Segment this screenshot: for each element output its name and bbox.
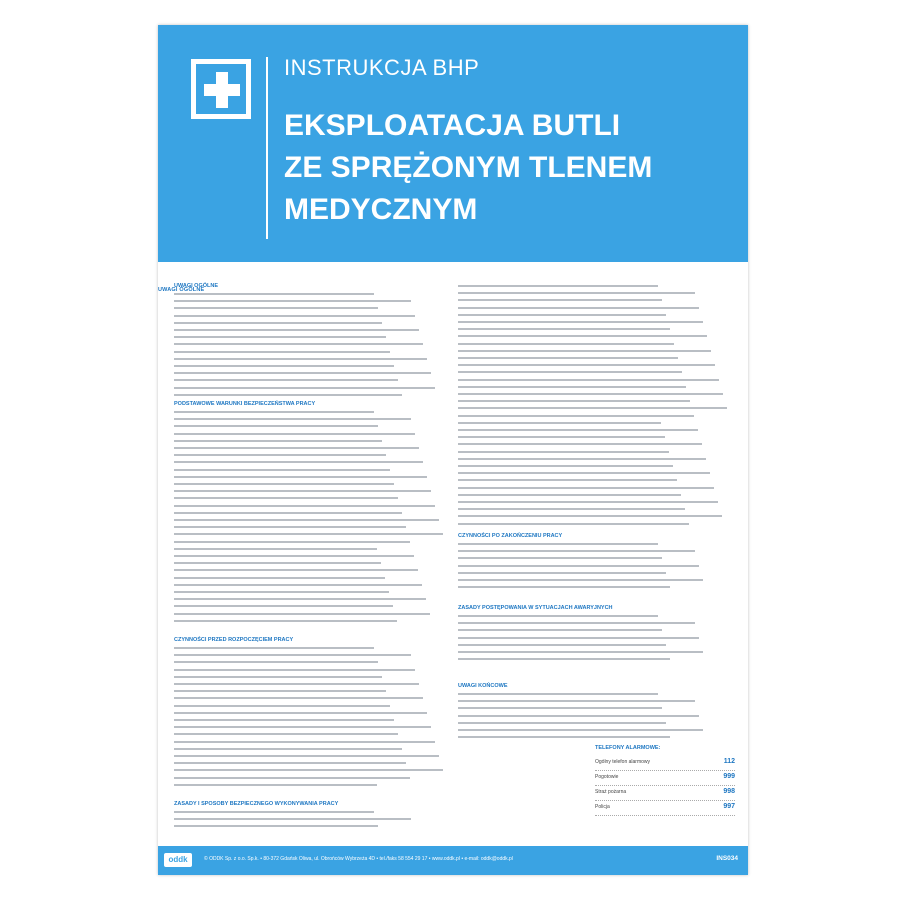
text-line [458, 658, 670, 660]
text-line [174, 784, 377, 786]
text-line [458, 350, 711, 352]
text-line [458, 307, 699, 309]
text-line [174, 741, 435, 743]
text-line [174, 533, 443, 535]
text-line [458, 494, 681, 496]
text-line [458, 729, 703, 731]
text-line [458, 400, 690, 402]
text-line [458, 637, 699, 639]
text-line [458, 644, 666, 646]
text-line [174, 647, 374, 649]
text-line [458, 736, 670, 738]
text-line [174, 461, 423, 463]
text-line [458, 651, 703, 653]
text-line [458, 501, 718, 503]
text-line [174, 577, 385, 579]
text-line [458, 429, 698, 431]
text-line [174, 365, 394, 367]
text-line [458, 357, 678, 359]
text-line [174, 591, 389, 593]
text-line [174, 512, 402, 514]
text-line [174, 440, 382, 442]
text-line [174, 387, 435, 389]
section-heading: UWAGI OGÓLNE [174, 283, 218, 289]
text-line [174, 469, 390, 471]
text-line [174, 454, 386, 456]
text-line [174, 762, 406, 764]
text-line [458, 328, 670, 330]
text-line [174, 497, 398, 499]
text-line [174, 447, 419, 449]
text-line [174, 705, 390, 707]
title-line: MEDYCZNYM [284, 193, 478, 226]
text-line [458, 543, 658, 545]
text-line [458, 615, 658, 617]
text-line [174, 777, 410, 779]
title-line: EKSPLOATACJA BUTLI [284, 109, 621, 142]
text-line [458, 693, 658, 695]
section-heading: UWAGI OGÓLNE [158, 287, 205, 293]
text-line [458, 622, 695, 624]
text-line [458, 285, 658, 287]
footer-contact: © ODDK Sp. z o.o. Sp.k. • 80-372 Gdańsk Oliwa, ul. Obrońców Wybrzeża 4D • tel./faks 58 554 29 17 • www.oddk.pl • e-mail: oddk@oddk.pl [204, 856, 513, 862]
text-line [458, 386, 686, 388]
text-line [174, 343, 423, 345]
text-line [458, 422, 661, 424]
text-line [174, 620, 397, 622]
first-aid-cross-icon [191, 59, 251, 119]
text-line [174, 605, 393, 607]
text-line [458, 436, 665, 438]
text-line [174, 690, 386, 692]
text-line [174, 329, 419, 331]
phone-row [595, 771, 735, 786]
text-line [174, 748, 402, 750]
text-line [458, 579, 703, 581]
text-line [458, 451, 669, 453]
text-line [174, 358, 427, 360]
text-line [174, 818, 411, 820]
text-line [458, 443, 702, 445]
text-line [174, 712, 427, 714]
text-line [174, 300, 411, 302]
text-line [174, 322, 382, 324]
text-line [458, 314, 666, 316]
text-line [174, 351, 390, 353]
phones-header: TELEFONY ALARMOWE: [595, 745, 661, 751]
text-line [458, 321, 703, 323]
text-line [458, 343, 674, 345]
footer-bar [158, 846, 748, 875]
text-line [174, 505, 435, 507]
section-heading: CZYNNOŚCI PRZED ROZPOCZĘCIEM PRACY [174, 637, 294, 643]
text-line [458, 715, 699, 717]
title-line: ZE SPRĘŻONYM TLENEM [284, 151, 653, 184]
text-line [174, 755, 439, 757]
phone-label: Pogotowie [595, 774, 619, 780]
company-logo: oddk [164, 853, 192, 867]
text-line [174, 733, 398, 735]
phone-number[interactable]: 999 [723, 773, 735, 780]
emergency-phones [595, 745, 735, 816]
text-line [174, 307, 378, 309]
text-line [174, 526, 406, 528]
text-line [174, 584, 422, 586]
text-line [174, 811, 374, 813]
text-line [174, 676, 382, 678]
text-line [458, 292, 695, 294]
header-banner [158, 25, 748, 262]
text-line [174, 661, 378, 663]
text-line [174, 490, 431, 492]
section-heading: UWAGI KOŃCOWE [458, 683, 508, 689]
text-line [174, 394, 402, 396]
text-line [174, 411, 374, 413]
text-line [458, 586, 670, 588]
text-line [458, 557, 662, 559]
section-heading: CZYNNOŚCI PO ZAKOŃCZENIU PRACY [458, 533, 563, 539]
text-line [458, 393, 723, 395]
text-line [458, 629, 662, 631]
text-line [174, 719, 394, 721]
text-line [458, 572, 666, 574]
header-divider [266, 57, 268, 239]
text-line [458, 407, 727, 409]
text-line [174, 476, 427, 478]
document-title [284, 105, 724, 231]
section-heading: ZASADY I SPOSOBY BEZPIECZNEGO WYKONYWANIA PRACY [174, 801, 339, 807]
text-line [458, 707, 662, 709]
text-line [174, 541, 410, 543]
text-line [458, 487, 714, 489]
text-line [174, 315, 415, 317]
text-line [174, 825, 378, 827]
text-line [458, 415, 694, 417]
text-line [458, 371, 682, 373]
text-line [174, 483, 394, 485]
text-line [174, 598, 426, 600]
text-line [458, 523, 689, 525]
phone-label: Ogólny telefon alarmowy [595, 759, 651, 765]
document-code: INS034 [716, 855, 738, 862]
text-line [458, 299, 662, 301]
text-line [458, 458, 706, 460]
text-line [174, 425, 378, 427]
text-line [458, 515, 722, 517]
text-line [458, 335, 707, 337]
text-line [458, 364, 715, 366]
text-line [174, 769, 443, 771]
phone-row [595, 786, 735, 801]
text-line [174, 418, 411, 420]
text-line [174, 669, 415, 671]
phone-label: Straż pożarna [595, 789, 627, 795]
phone-number[interactable]: 998 [723, 788, 735, 795]
phone-number[interactable]: 997 [723, 803, 735, 810]
section-heading: PODSTAWOWE WARUNKI BEZPIECZEŃSTWA PRACY [174, 401, 316, 407]
text-line [458, 508, 685, 510]
text-line [174, 372, 431, 374]
text-line [458, 550, 695, 552]
phone-row [595, 801, 735, 816]
text-line [174, 613, 430, 615]
text-line [174, 562, 381, 564]
text-line [458, 722, 666, 724]
phone-label: Policja [595, 804, 610, 810]
text-line [458, 479, 677, 481]
text-line [174, 519, 439, 521]
section-heading: ZASADY POSTĘPOWANIA W SYTUACJACH AWARYJNYCH [458, 605, 613, 611]
text-line [174, 433, 415, 435]
text-line [174, 336, 386, 338]
phone-row [595, 756, 735, 771]
text-line [174, 683, 419, 685]
text-line [174, 726, 431, 728]
text-line [174, 548, 377, 550]
text-line [174, 654, 411, 656]
text-line [174, 379, 398, 381]
text-line [458, 565, 699, 567]
text-line [458, 700, 695, 702]
text-line [174, 555, 414, 557]
text-line [458, 379, 719, 381]
text-line [174, 293, 374, 295]
text-line [458, 465, 673, 467]
text-line [174, 569, 418, 571]
text-line [458, 472, 710, 474]
phone-number[interactable]: 112 [723, 758, 735, 765]
document-kicker: INSTRUKCJA BHP [284, 55, 480, 80]
text-line [174, 697, 423, 699]
